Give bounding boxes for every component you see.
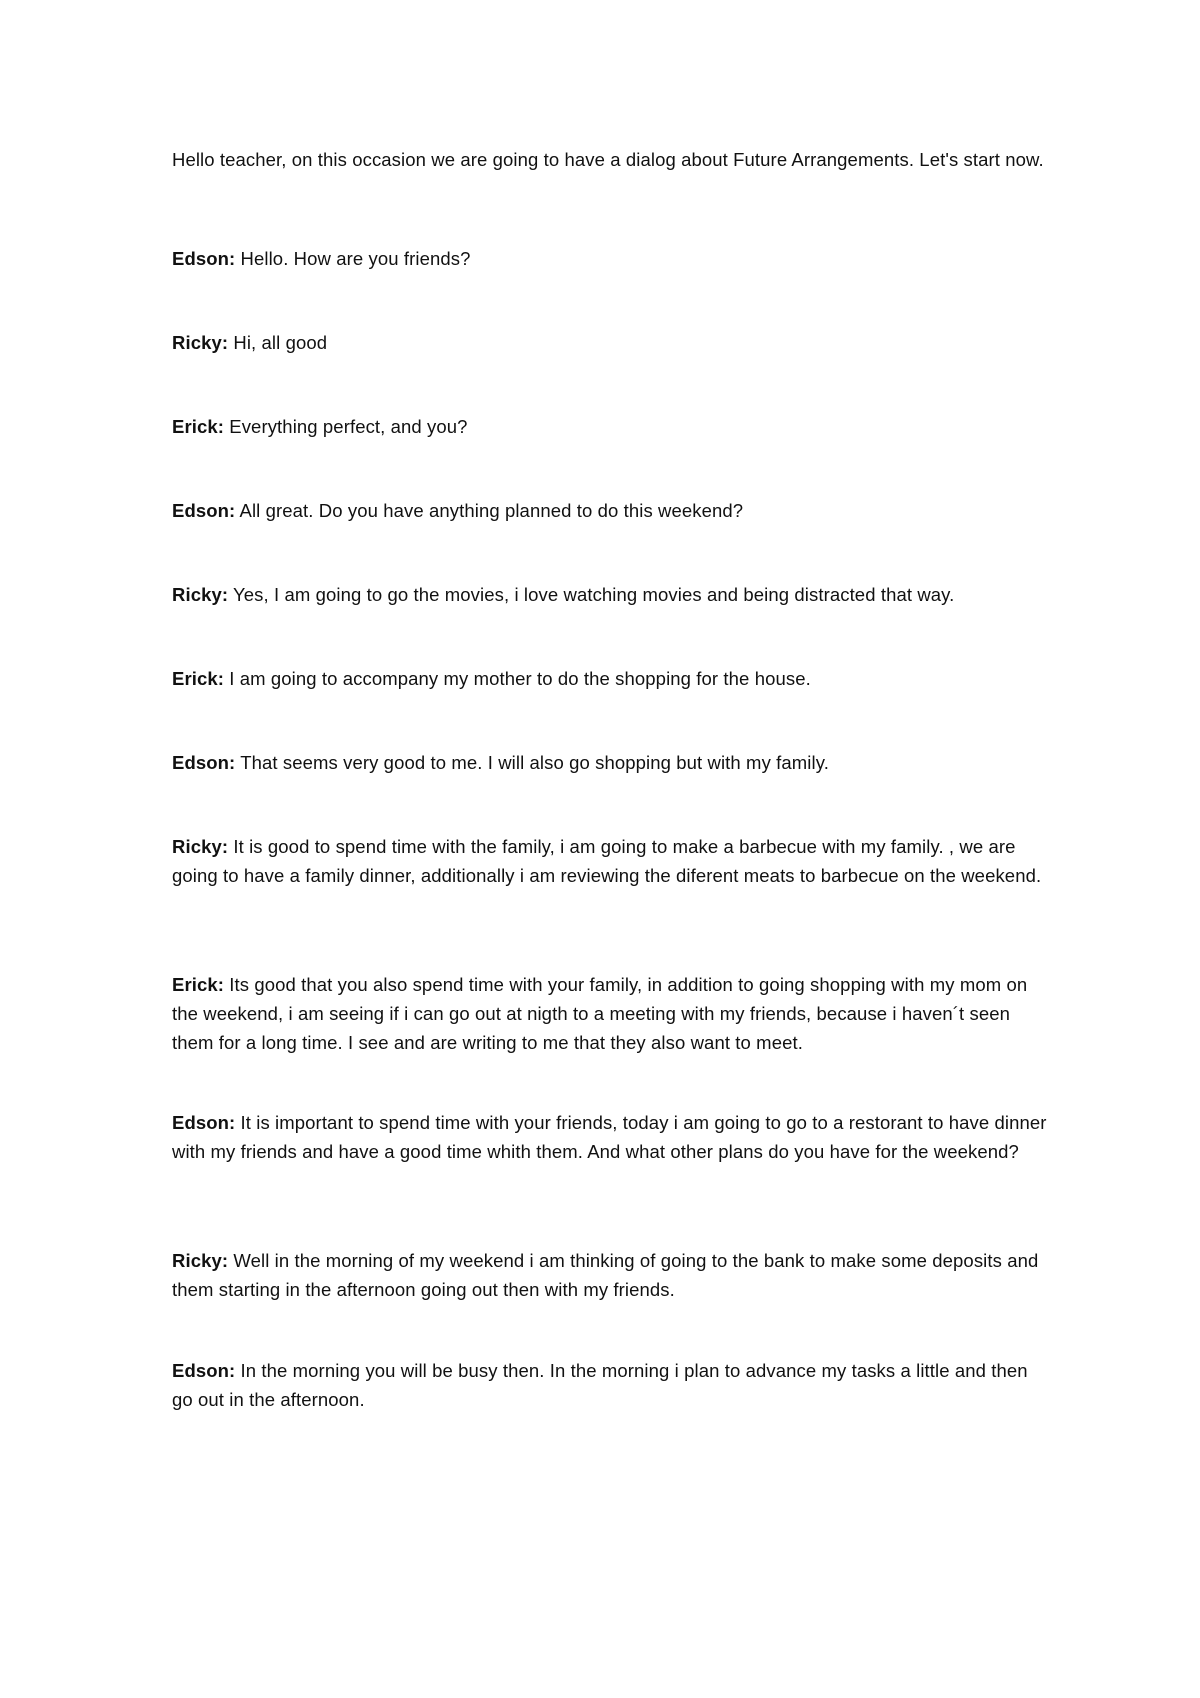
dialogue-line [172,412,1052,441]
dialogue-text: Yes, I am going to go the movies, i love watching movies and being distracted that way. [228,584,955,605]
dialogue-text: I am going to accompany my mother to do the shopping for the house. [224,668,811,689]
dialogue-text: It is good to spend time with the family, i am going to make a barbecue with my family. , we are going to have a family dinner, additionally i am reviewing the diferent meats to barbecue on the weekend. [172,836,1042,886]
dialogue-text: Well in the morning of my weekend i am thinking of going to the bank to make some deposits and them starting in the afternoon going out then with my friends. [172,1250,1039,1300]
dialogue-text: Hello. How are you friends? [235,248,471,269]
dialogue-text: Its good that you also spend time with your family, in addition to going shopping with my mom on the weekend, i am seeing if i can go out at nigth to a meeting with my friends, because i haven´t seen them for a long time. I see and are writing to me that they also want to meet. [172,974,1028,1053]
dialogue-line [172,1246,1052,1304]
dialogue-line [172,244,1052,273]
speaker-name: Ricky: [172,1250,229,1271]
speaker-name: Edson: [172,500,236,521]
dialogue-line [172,328,1052,357]
speaker-name: Edson: [172,248,236,269]
speaker-name: Erick: [172,416,225,437]
dialogue-text: Everything perfect, and you? [224,416,468,437]
dialogue-line [172,832,1052,890]
dialogue-text: It is important to spend time with your friends, today i am going to go to a restorant to have dinner with my friends and have a good time whith them. And what other plans do you have for the weekend? [172,1112,1047,1162]
speaker-name: Edson: [172,1112,236,1133]
speaker-name: Ricky: [172,332,229,353]
dialogue-line [172,664,1052,693]
dialogue-text: All great. Do you have anything planned to do this weekend? [235,500,744,521]
dialogue-line [172,580,1052,609]
dialogue-line [172,1356,1052,1414]
speaker-name: Ricky: [172,836,229,857]
dialogue-line [172,970,1052,1057]
dialogue-line [172,1108,1052,1166]
dialogue-text: In the morning you will be busy then. In the morning i plan to advance my tasks a little and then go out in the afternoon. [172,1360,1028,1410]
intro-paragraph: Hello teacher, on this occasion we are going to have a dialog about Future Arrangements. Let's start now. [172,149,1044,170]
speaker-name: Erick: [172,974,225,995]
speaker-name: Edson: [172,1360,236,1381]
dialogue-text: That seems very good to me. I will also go shopping but with my family. [235,752,829,773]
speaker-name: Erick: [172,668,225,689]
dialogue-line [172,748,1052,777]
speaker-name: Edson: [172,752,236,773]
dialogue-line [172,496,1052,525]
dialogue-text: Hi, all good [228,332,328,353]
speaker-name: Ricky: [172,584,229,605]
